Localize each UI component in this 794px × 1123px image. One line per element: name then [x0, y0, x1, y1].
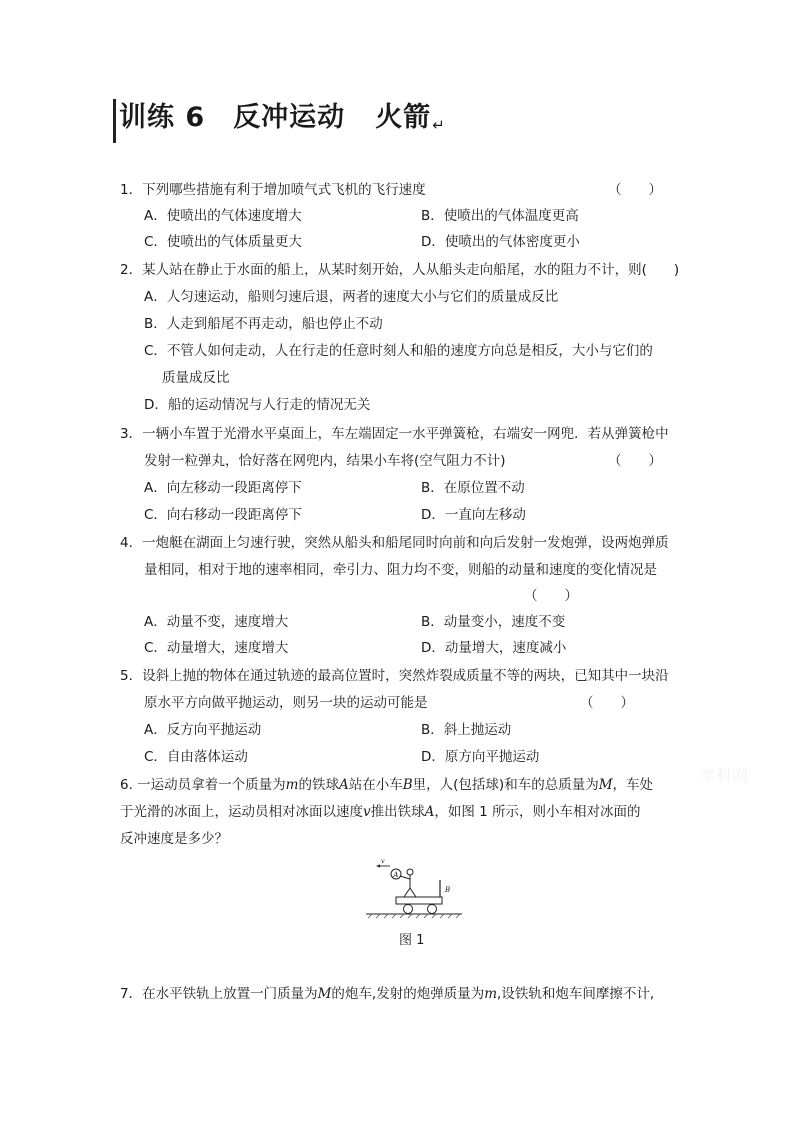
q1-option-c: C．使喷出的气体质量更大: [144, 234, 302, 250]
q1-option-a: A．使喷出的气体速度增大: [144, 208, 302, 224]
cart-body: [396, 897, 442, 904]
q3-stem-line1: 3．一辆小车置于光滑水平桌面上，车左端固定一水平弹簧枪，右端安一网兜．若从弹簧枪中: [120, 426, 669, 442]
text-cursor-bar: [113, 99, 116, 143]
q3-option-d: D．一直向左移动: [421, 507, 526, 523]
person-leg-right: [410, 888, 416, 897]
q5-stem-line1: 5．设斜上抛的物体在通过轨迹的最高位置时，突然炸裂成质量不等的两块，已知其中一块沿: [120, 668, 669, 684]
watermark: 学科网: [700, 766, 749, 785]
q3-answer-blank: （ ）: [608, 453, 662, 469]
q3-stem-line2: 发射一粒弹丸，恰好落在网兜内，结果小车将(空气阻力不计): [144, 453, 506, 469]
q2-option-d: D．船的运动情况与人行走的情况无关: [144, 397, 371, 413]
q5-answer-blank: （ ）: [580, 695, 634, 711]
q2-option-b: B．人走到船尾不再走动，船也停止不动: [144, 316, 383, 332]
q3-option-a: A．向左移动一段距离停下: [144, 480, 302, 496]
q2-option-a: A．人匀速运动，船则匀速后退，两者的速度大小与它们的质量成反比: [144, 289, 559, 305]
figure-1-diagram: [364, 856, 464, 920]
ground-hatching: [368, 914, 460, 918]
figure-1-caption: 图 1: [399, 933, 425, 948]
q4-option-b: B．动量变小，速度不变: [421, 614, 566, 630]
q7-stem-line1: 7．在水平铁轨上放置一门质量为M的炮车,发射的炮弹质量为m,设铁轨和炮车间摩擦不计,: [120, 986, 655, 1002]
q2-stem: 2．某人站在静止于水面的船上，从某时刻开始，人从船头走向船尾，水的阻力不计，则( ): [120, 262, 680, 278]
title-topic: 反冲运动: [233, 102, 346, 133]
cart-wheel-left: [404, 905, 413, 914]
person-head: [407, 869, 413, 875]
page-title: [119, 100, 446, 143]
velocity-arrowhead: [376, 864, 380, 867]
q1-stem: 1．下列哪些措施有利于增加喷气式飞机的飞行速度: [120, 182, 426, 198]
q4-option-c: C．动量增大，速度增大: [144, 640, 289, 656]
ball-a-label: A: [393, 871, 399, 879]
q5-stem-line2: 原水平方向做平抛运动，则另一块的运动可能是: [144, 695, 428, 711]
q4-stem-line2: 量相同，相对于地的速率相同，牵引力、阻力均不变，则船的动量和速度的变化情况是: [144, 562, 657, 578]
q5-option-d: D．原方向平抛运动: [421, 749, 540, 765]
q4-option-d: D．动量增大，速度减小: [421, 640, 567, 656]
person-arm: [400, 876, 410, 879]
q2-option-c-cont: 质量成反比: [162, 370, 230, 386]
q6-stem-line2: 于光滑的冰面上，运动员相对冰面以速度v推出铁球A，如图 1 所示，则小车相对冰面的: [120, 804, 641, 820]
q3-option-c: C．向右移动一段距离停下: [144, 507, 302, 523]
q4-option-a: A．动量不变，速度增大: [144, 614, 289, 630]
title-lesson: 训练 6: [119, 102, 206, 133]
title-subtopic: 火箭: [375, 102, 432, 133]
q1-option-b: B．使喷出的气体温度更高: [421, 208, 579, 224]
q4-answer-blank: （ ）: [524, 588, 578, 604]
q5-option-a: A．反方向平抛运动: [144, 722, 262, 738]
cart-wheel-right: [428, 905, 437, 914]
person-leg-left: [404, 888, 410, 897]
q1-answer-blank: （ ）: [608, 182, 662, 198]
q1-option-d: D．使喷出的气体密度更小: [421, 234, 580, 250]
q6-stem-line1: 6. 一运动员拿着一个质量为m的铁球A站在小车B里，人(包括球)和车的总质量为M，车处: [120, 777, 654, 793]
q2-option-c: C．不管人如何走动，人在行走的任意时刻人和船的速度方向总是相反，大小与它们的: [144, 343, 653, 359]
cart-b-label: B: [445, 886, 451, 894]
q5-option-b: B．斜上抛运动: [421, 722, 512, 738]
velocity-label: v: [381, 857, 385, 865]
q3-option-b: B．在原位置不动: [421, 480, 525, 496]
paragraph-mark-icon: ↵: [432, 116, 446, 134]
q5-option-c: C．自由落体运动: [144, 749, 248, 765]
q4-stem-line1: 4．一炮艇在湖面上匀速行驶，突然从船头和船尾同时向前和向后发射一发炮弹，设两炮弹质: [120, 535, 669, 551]
q6-stem-line3: 反冲速度是多少？: [120, 831, 228, 847]
